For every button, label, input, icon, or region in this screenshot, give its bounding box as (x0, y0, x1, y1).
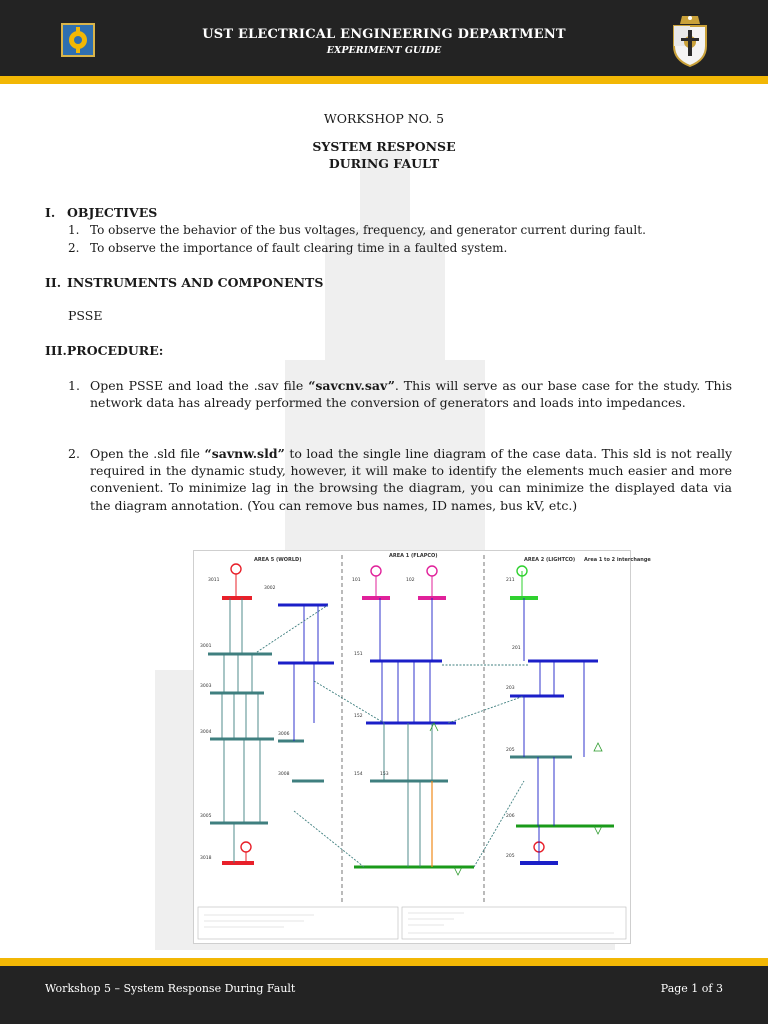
area-label: AREA 5 (WORLD) (254, 557, 302, 563)
diagram-legend-box (402, 907, 626, 939)
bus-number: 101 (352, 578, 361, 583)
bus-number: 203 (506, 686, 515, 691)
procedure-step: 2. Open the .sld file “savnw.sld” to load the single line diagram of the case data. This sld is not really required in the dynamic study, however, it will make to identify the elements much easier and more convenient. To minimize lag in the browsing the diagram, you can minimize the displayed data via the diagram annotation. (You can remove bus names, ID names, bus kV, etc.) (68, 446, 732, 513)
bus-number: 211 (506, 578, 515, 583)
header-accent-bar (0, 76, 768, 84)
bus-number: 205 (506, 854, 515, 859)
diagram-info-box (198, 907, 398, 939)
bus-number: 3005 (200, 814, 212, 819)
area-label: AREA 1 (FLAPCO) (389, 553, 438, 559)
ust-seal-icon (668, 12, 712, 68)
bus-number: 206 (506, 814, 515, 819)
instruments-heading: II. INSTRUMENTS AND COMPONENTS (45, 275, 324, 290)
document-type: EXPERIMENT GUIDE (326, 45, 442, 56)
bus-number: 102 (406, 578, 415, 583)
bus-number: 201 (512, 646, 521, 651)
bus-number: 152 (354, 714, 363, 719)
footer-accent-bar (0, 958, 768, 966)
bus-number: 3004 (200, 730, 212, 735)
page-footer (0, 966, 768, 1024)
instruments-body: PSSE (68, 308, 103, 323)
objectives-heading: I. OBJECTIVES (45, 205, 158, 220)
objective-item: 2. To observe the importance of fault clearing time in a faulted system. (68, 241, 508, 255)
bus-number: 3002 (264, 586, 276, 591)
bus-number: 205 (506, 748, 515, 753)
bus-number: 153 (380, 772, 389, 777)
bus-number: 3003 (200, 684, 212, 689)
bus-number: 3001 (200, 644, 212, 649)
bus-number: 3018 (200, 856, 212, 861)
title-line-2: DURING FAULT (328, 156, 440, 171)
page-header (0, 0, 768, 76)
bus-number: 3008 (278, 772, 290, 777)
department-title: UST ELECTRICAL ENGINEERING DEPARTMENT (202, 27, 566, 42)
bus-number: 154 (354, 772, 363, 777)
procedure-heading: III.PROCEDURE: (45, 343, 164, 358)
legend-title: Area 1 to 2 interchange (584, 557, 651, 563)
title-line-1: SYSTEM RESPONSE (312, 139, 456, 154)
bus-number: 151 (354, 652, 363, 657)
bus-number: 3011 (208, 578, 220, 583)
objective-item: 1. To observe the behavior of the bus voltages, frequency, and generator current during fault. (68, 223, 646, 237)
workshop-number: WORKSHOP NO. 5 (323, 111, 445, 126)
bus-number: 3006 (278, 732, 290, 737)
single-line-diagram-svg (194, 551, 651, 943)
procedure-step: 1. Open PSSE and load the .sav file “savcnv.sav”. This will serve as our base case for the study. This network data has already performed the conversion of generators and loads into impedances. (68, 378, 732, 411)
single-line-diagram (193, 550, 651, 944)
area-label: AREA 2 (LIGHTCO) (524, 557, 576, 563)
page-number: Page 1 of 3 (660, 982, 723, 995)
footer-workshop-label: Workshop 5 – System Response During Fault (45, 982, 296, 995)
